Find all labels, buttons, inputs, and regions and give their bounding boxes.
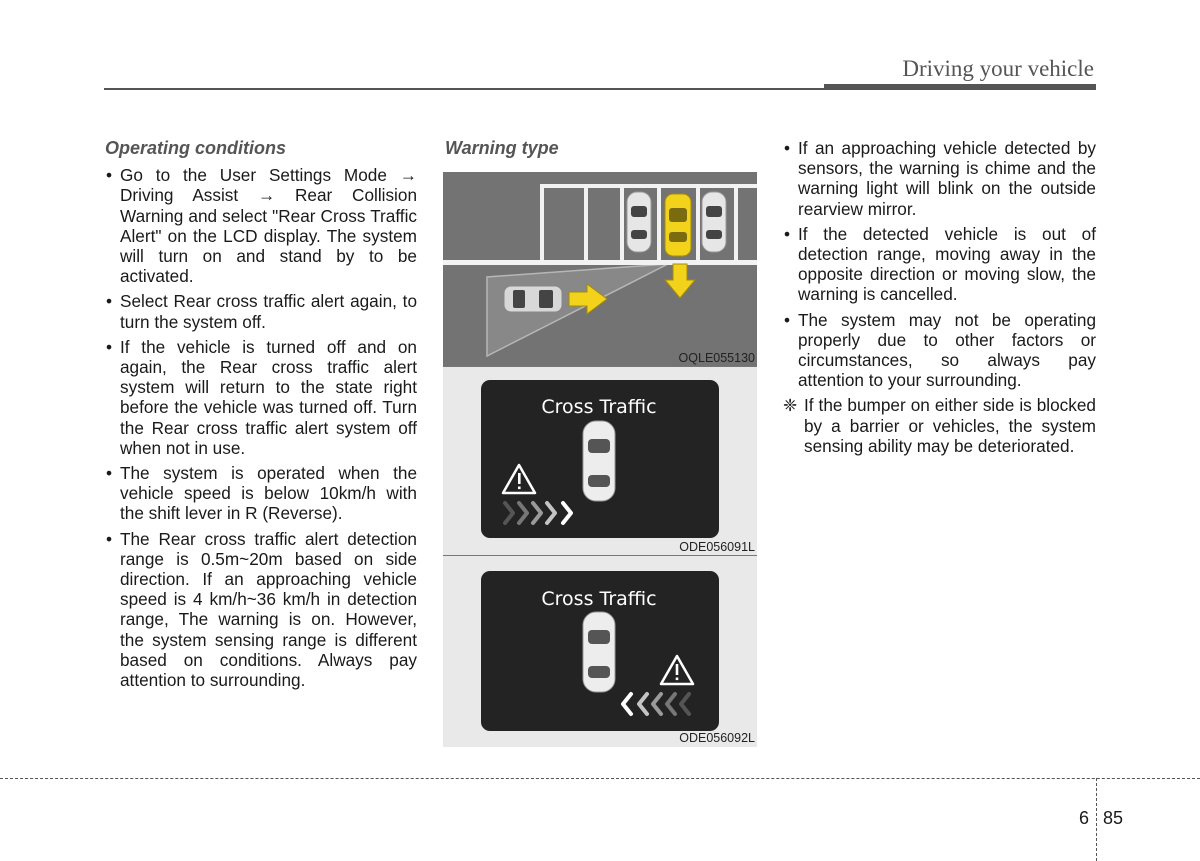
parking-lot-illustration — [443, 172, 757, 367]
reversing-car-yellow — [665, 194, 691, 256]
list-item: • The system is operated when the vehicle speed is below 10km/h with the shift lever in R (Reverse). — [105, 463, 417, 524]
parked-car-right — [702, 192, 726, 252]
figure-code: ODE056091L — [679, 540, 755, 554]
header-rule-thick — [824, 84, 1096, 90]
bullet-list — [105, 165, 417, 690]
approaching-car — [504, 286, 562, 312]
page-number: 85 — [1103, 808, 1124, 828]
car-top-view-icon — [583, 421, 615, 501]
bullet-list — [783, 138, 1096, 390]
parking-lot-diagram — [443, 172, 757, 367]
warning-details-section — [783, 138, 1096, 456]
warning-type-heading: Warning type — [445, 138, 559, 158]
list-item: • The system may not be operating properly due to other factors or circumstances, so always pay attention to your surrounding. — [783, 310, 1096, 391]
section-heading: Operating conditions — [105, 138, 287, 158]
list-item: • Select Rear cross traffic alert again, to turn the system off. — [105, 291, 417, 331]
chapter-number: 6 — [1079, 808, 1090, 828]
page-header-title: Driving your vehicle — [902, 56, 1094, 81]
note-paragraph — [783, 395, 1096, 456]
display-panel — [443, 556, 757, 747]
footer-divider — [1096, 778, 1097, 861]
list-item: • If the detected vehicle is out of detection range, moving away in the opposite direction or moving slow, the warning is cancelled. — [783, 224, 1096, 305]
list-item: • The Rear cross traffic alert detection range is 0.5m~20m based on side direction. If an approaching vehicle speed is 4 km/h~36 km/h in detection range, The warning is on. However, the system sensing range is different based on conditions. Always pay attention to surrounding. — [105, 529, 417, 691]
display-title: Cross Traffic — [541, 588, 657, 610]
display-title: Cross Traffic — [541, 396, 657, 418]
list-item: • Go to the User Settings Mode → Driving Assist → Rear Collision Warning and select "Rear Cross Traffic Alert" on the LCD display. The system will turn on and stand by to be activated. — [105, 165, 417, 286]
list-item: • If an approaching vehicle detected by sensors, the warning is chime and the warning light will blink on the outside rearview mirror. — [783, 138, 1096, 219]
note-mark-icon: ❈ — [783, 395, 798, 416]
cluster-display-right-warning — [443, 556, 757, 747]
cluster-display-left-warning — [443, 367, 757, 556]
car-top-view-icon — [583, 612, 615, 692]
figure-code: OQLE055130 — [678, 351, 755, 365]
footer-rule — [0, 778, 1200, 779]
header-rule — [104, 88, 824, 90]
note-text: If the bumper on either side is blocked by a barrier or vehicles, the system sensing ability may be deteriorated. — [804, 395, 1096, 456]
list-item: • If the vehicle is turned off and on again, the Rear cross traffic alert system will return to the state right before the vehicle was turned off. Turn the Rear cross traffic alert system off when not in use. — [105, 337, 417, 458]
display-panel — [443, 367, 757, 556]
operating-conditions-section — [105, 138, 417, 695]
figure-code: ODE056092L — [679, 731, 755, 745]
parked-car-left — [627, 192, 651, 252]
